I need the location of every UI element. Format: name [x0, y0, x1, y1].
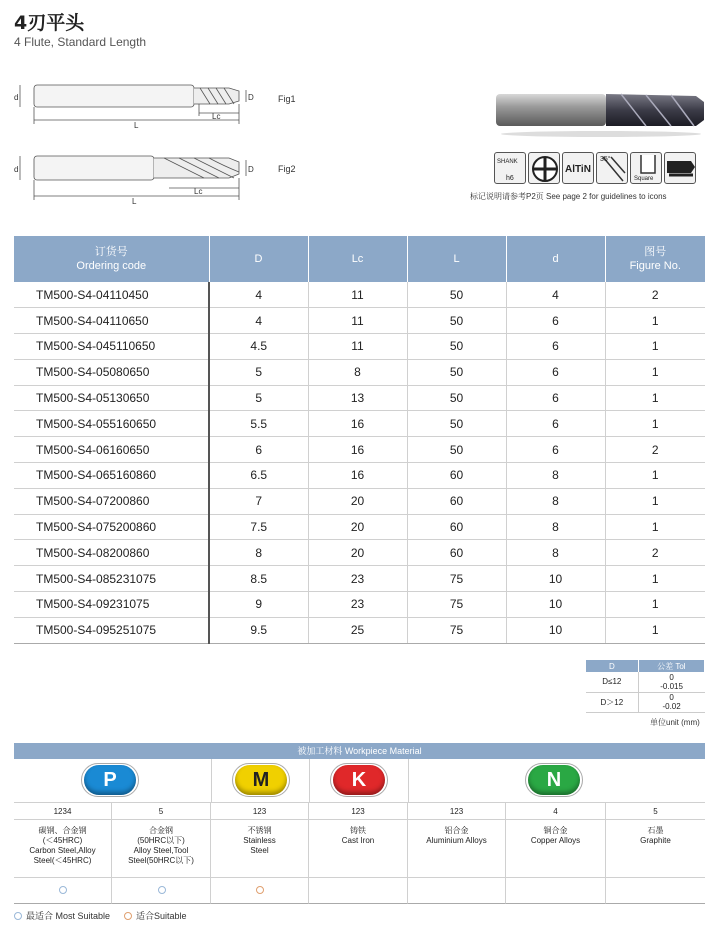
- fig1-dim-Lc: Lc: [212, 112, 221, 121]
- unit-label: 单位unit (mm): [650, 718, 700, 727]
- table-cell: 4.5: [209, 334, 308, 360]
- table-cell: 25: [308, 617, 407, 643]
- material-description-cell: 铝合金 Aluminium Alloys: [408, 820, 506, 878]
- table-cell: 4: [209, 308, 308, 334]
- material-grade-row: [14, 803, 705, 820]
- material-badge-M: M: [235, 765, 287, 795]
- material-badge-P: P: [84, 765, 136, 795]
- ordering-code-cell: TM500-S4-04110450: [14, 282, 209, 308]
- suitable-icon: [124, 912, 132, 920]
- helix-35-icon: 35°: [596, 152, 628, 184]
- ordering-code-cell: TM500-S4-055160650: [14, 411, 209, 437]
- col-d: d: [506, 236, 605, 282]
- table-cell: 1: [605, 334, 705, 360]
- fig1-dim-d: d: [14, 93, 19, 102]
- table-cell: 4: [506, 282, 605, 308]
- tolerance-table: [586, 660, 705, 713]
- table-cell: 10: [506, 592, 605, 618]
- table-cell: 8: [506, 488, 605, 514]
- legend-most: 最适合 Most Suitable: [26, 911, 111, 921]
- table-cell: 50: [407, 308, 506, 334]
- material-description-cell: 合金钢 (50HRC以下) Alloy Steel,Tool Steel(50HRC以下): [112, 820, 211, 878]
- table-row: [14, 437, 705, 463]
- altin-coating-icon: AlTiN: [562, 152, 594, 184]
- table-cell: 50: [407, 282, 506, 308]
- table-cell: 8.5: [209, 566, 308, 592]
- material-grade-cell: 123: [408, 803, 506, 820]
- table-cell: 1: [605, 488, 705, 514]
- table-cell: 5: [209, 385, 308, 411]
- page-subtitle: 4 Flute, Standard Length: [14, 35, 147, 49]
- table-row: [14, 514, 705, 540]
- table-cell: 23: [308, 566, 407, 592]
- material-grade-cell: 1234: [14, 803, 112, 820]
- material-description-cell: 铸铁 Cast Iron: [309, 820, 408, 878]
- legend-ok: 适合Suitable: [136, 911, 187, 921]
- shank-h6-icon: SHANK h6: [494, 152, 526, 184]
- table-cell: 8: [308, 359, 407, 385]
- table-cell: 1: [605, 359, 705, 385]
- material-description-cell: 铜合金 Copper Alloys: [506, 820, 606, 878]
- table-cell: 9: [209, 592, 308, 618]
- fig2-dim-L: L: [132, 197, 137, 206]
- material-suitability-cell: [211, 878, 309, 904]
- table-cell: 7.5: [209, 514, 308, 540]
- material-badge-K: K: [333, 765, 385, 795]
- tol-col-D: D: [586, 660, 638, 672]
- table-cell: 6: [506, 385, 605, 411]
- fig1-dim-D: D: [248, 93, 254, 102]
- table-cell: 75: [407, 617, 506, 643]
- material-header: 被加工材料 Workpiece Material: [14, 743, 705, 759]
- fig2-dim-D: D: [248, 165, 254, 174]
- most-suitable-icon: [158, 886, 166, 894]
- end-mill-icon: [664, 152, 696, 184]
- table-cell: 50: [407, 411, 506, 437]
- ordering-code-cell: TM500-S4-065160860: [14, 463, 209, 489]
- table-cell: 50: [407, 437, 506, 463]
- table-cell: 1: [605, 411, 705, 437]
- table-cell: 6: [506, 359, 605, 385]
- table-cell: 16: [308, 463, 407, 489]
- col-D: D: [209, 236, 308, 282]
- material-suitability-cell: [14, 878, 112, 904]
- most-suitable-icon: [14, 912, 22, 920]
- col-figure-no: 图号 Figure No.: [605, 236, 705, 282]
- ordering-code-cell: TM500-S4-075200860: [14, 514, 209, 540]
- four-flute-icon: [528, 152, 560, 184]
- ordering-code-cell: TM500-S4-085231075: [14, 566, 209, 592]
- table-cell: 6: [506, 308, 605, 334]
- table-cell: 11: [308, 308, 407, 334]
- table-cell: 50: [407, 359, 506, 385]
- table-cell: 2: [605, 282, 705, 308]
- material-suitability-cell: [309, 878, 408, 904]
- page-title: 4刃平头: [14, 12, 85, 34]
- table-cell: 2: [605, 437, 705, 463]
- fig2-dim-Lc: Lc: [194, 187, 203, 196]
- table-cell: 11: [308, 282, 407, 308]
- material-description-cell: 石墨 Graphite: [606, 820, 705, 878]
- ordering-table: [14, 236, 705, 644]
- suitability-legend: [14, 909, 187, 922]
- suitable-icon: [256, 886, 264, 894]
- tol-col-tol: 公差 Tol: [638, 660, 704, 672]
- table-cell: 16: [308, 437, 407, 463]
- table-cell: 60: [407, 514, 506, 540]
- ordering-code-cell: TM500-S4-09231075: [14, 592, 209, 618]
- table-row: [14, 540, 705, 566]
- material-grade-cell: 5: [112, 803, 211, 820]
- feature-icons: [494, 152, 696, 184]
- table-cell: 8: [209, 540, 308, 566]
- material-description-cell: 不锈钢 Stainless Steel: [211, 820, 309, 878]
- material-description-row: [14, 820, 705, 878]
- ordering-code-cell: TM500-S4-08200860: [14, 540, 209, 566]
- table-row: [14, 488, 705, 514]
- material-description-cell: 碳钢、合金钢 (＜45HRC) Carbon Steel,Alloy Steel(＜45HRC): [14, 820, 112, 878]
- square-end-icon: Square: [630, 152, 662, 184]
- table-cell: 1: [605, 514, 705, 540]
- table-cell: 60: [407, 540, 506, 566]
- table-cell: 20: [308, 540, 407, 566]
- table-row: [14, 411, 705, 437]
- table-cell: 7: [209, 488, 308, 514]
- table-cell: 6: [209, 437, 308, 463]
- material-suitability-cell: [408, 878, 506, 904]
- ordering-code-cell: TM500-S4-045110650: [14, 334, 209, 360]
- table-cell: 8: [506, 540, 605, 566]
- material-suitability-row: [14, 878, 705, 904]
- table-row: [14, 308, 705, 334]
- table-cell: 60: [407, 488, 506, 514]
- table-cell: 6: [506, 437, 605, 463]
- material-grade-cell: 5: [606, 803, 705, 820]
- ordering-code-cell: TM500-S4-04110650: [14, 308, 209, 334]
- table-cell: 20: [308, 514, 407, 540]
- col-ordering-code: 订货号 Ordering code: [14, 236, 209, 282]
- table-cell: 1: [605, 308, 705, 334]
- material-grade-cell: 4: [506, 803, 606, 820]
- icon-caption: 标记说明请参考P2页 See page 2 for guidelines to icons: [470, 192, 667, 201]
- end-mill-photo: [496, 90, 706, 140]
- tolerance-row: D≤12 0 -0.015: [586, 672, 705, 692]
- most-suitable-icon: [59, 886, 67, 894]
- table-cell: 75: [407, 592, 506, 618]
- col-Lc: Lc: [308, 236, 407, 282]
- table-row: [14, 592, 705, 618]
- table-cell: 75: [407, 566, 506, 592]
- table-cell: 1: [605, 617, 705, 643]
- table-cell: 13: [308, 385, 407, 411]
- material-suitability-cell: [112, 878, 211, 904]
- table-cell: 10: [506, 617, 605, 643]
- table-cell: 1: [605, 385, 705, 411]
- table-row: [14, 334, 705, 360]
- ordering-code-cell: TM500-S4-05130650: [14, 385, 209, 411]
- ordering-code-cell: TM500-S4-095251075: [14, 617, 209, 643]
- table-cell: 6.5: [209, 463, 308, 489]
- table-cell: 23: [308, 592, 407, 618]
- table-cell: 60: [407, 463, 506, 489]
- table-cell: 1: [605, 592, 705, 618]
- material-group-badges: [14, 759, 705, 803]
- table-cell: 5.5: [209, 411, 308, 437]
- table-cell: 9.5: [209, 617, 308, 643]
- table-row: [14, 463, 705, 489]
- ordering-code-cell: TM500-S4-07200860: [14, 488, 209, 514]
- ordering-code-cell: TM500-S4-06160650: [14, 437, 209, 463]
- table-row: [14, 617, 705, 643]
- table-header-row: [14, 236, 705, 282]
- table-cell: 6: [506, 411, 605, 437]
- workpiece-material-table: [14, 743, 705, 904]
- table-cell: 4: [209, 282, 308, 308]
- table-row: [14, 359, 705, 385]
- fig2-dim-d: d: [14, 165, 19, 174]
- tolerance-row: D＞12 0 -0.02: [586, 692, 705, 712]
- table-cell: 20: [308, 488, 407, 514]
- ordering-code-cell: TM500-S4-05080650: [14, 359, 209, 385]
- table-cell: 8: [506, 463, 605, 489]
- table-cell: 50: [407, 334, 506, 360]
- material-suitability-cell: [606, 878, 705, 904]
- table-cell: 8: [506, 514, 605, 540]
- fig1-label: Fig1: [278, 94, 296, 104]
- table-cell: 1: [605, 566, 705, 592]
- col-L: L: [407, 236, 506, 282]
- table-cell: 16: [308, 411, 407, 437]
- table-cell: 10: [506, 566, 605, 592]
- fig1-dim-L: L: [134, 121, 139, 130]
- table-row: [14, 385, 705, 411]
- table-cell: 2: [605, 540, 705, 566]
- table-cell: 5: [209, 359, 308, 385]
- table-row: [14, 282, 705, 308]
- table-cell: 1: [605, 463, 705, 489]
- table-cell: 50: [407, 385, 506, 411]
- material-suitability-cell: [506, 878, 606, 904]
- table-cell: 6: [506, 334, 605, 360]
- material-badge-N: N: [528, 765, 580, 795]
- material-grade-cell: 123: [309, 803, 408, 820]
- fig2-label: Fig2: [278, 164, 296, 174]
- material-grade-cell: 123: [211, 803, 309, 820]
- table-row: [14, 566, 705, 592]
- table-cell: 11: [308, 334, 407, 360]
